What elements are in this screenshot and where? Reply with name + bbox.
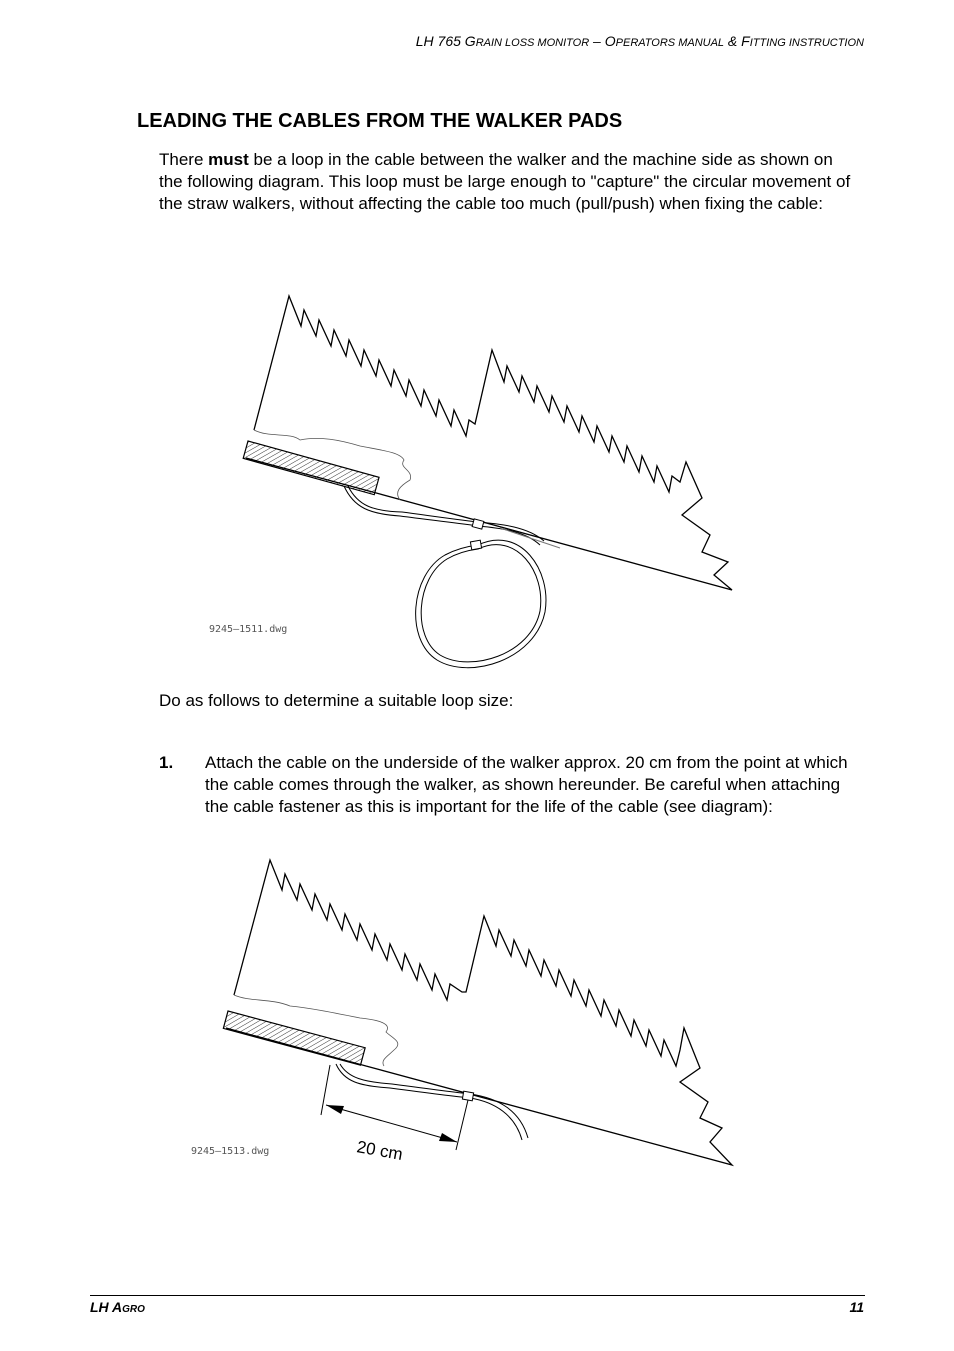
step-text: Attach the cable on the underside of the walker approx. 20 cm from the point at which the cable comes through the walker, as shown hereunder. Be careful when attaching the cable fastener as this is important for the life of the cable (see diagram): xyxy=(205,753,848,816)
dimension-label: 20 cm xyxy=(355,1137,405,1164)
footer-rule xyxy=(90,1295,865,1296)
step-item xyxy=(159,752,859,818)
drawing-reference: 9245–1513.dwg xyxy=(191,1146,270,1157)
steps-intro: Do as follows to determine a suitable loop size: xyxy=(159,691,514,710)
walker-pad-hatched xyxy=(243,441,379,495)
footer-company: LH AGRO xyxy=(90,1299,145,1315)
cable-fasteners xyxy=(470,519,483,550)
section-heading: LEADING THE CABLES FROM THE WALKER PADS xyxy=(137,110,623,132)
walker-outline xyxy=(246,296,732,590)
drawing-reference: 9245–1511.dwg xyxy=(209,624,288,635)
cable-fastener xyxy=(462,1091,473,1101)
walker-outline xyxy=(226,860,732,1165)
walker-pad-hatched xyxy=(223,1011,365,1065)
emphasis-must: must xyxy=(208,150,249,169)
intro-paragraph: There must be a loop in the cable between the walker and the machine side as shown on the following diagram. This loop must be large enough to "capture" the circular movement of the straw walkers, without affecting the cable too much (pull/push) when fixing the cable: xyxy=(159,150,851,213)
page-number: 11 xyxy=(849,1299,864,1315)
figure-cable-fastener-distance xyxy=(0,850,954,1180)
running-header: LH 765 GRAIN LOSS MONITOR – OPERATORS MANUAL & FITTING INSTRUCTION xyxy=(415,33,864,49)
step-number: 1. xyxy=(159,753,174,772)
figure-cable-loop xyxy=(0,280,954,680)
